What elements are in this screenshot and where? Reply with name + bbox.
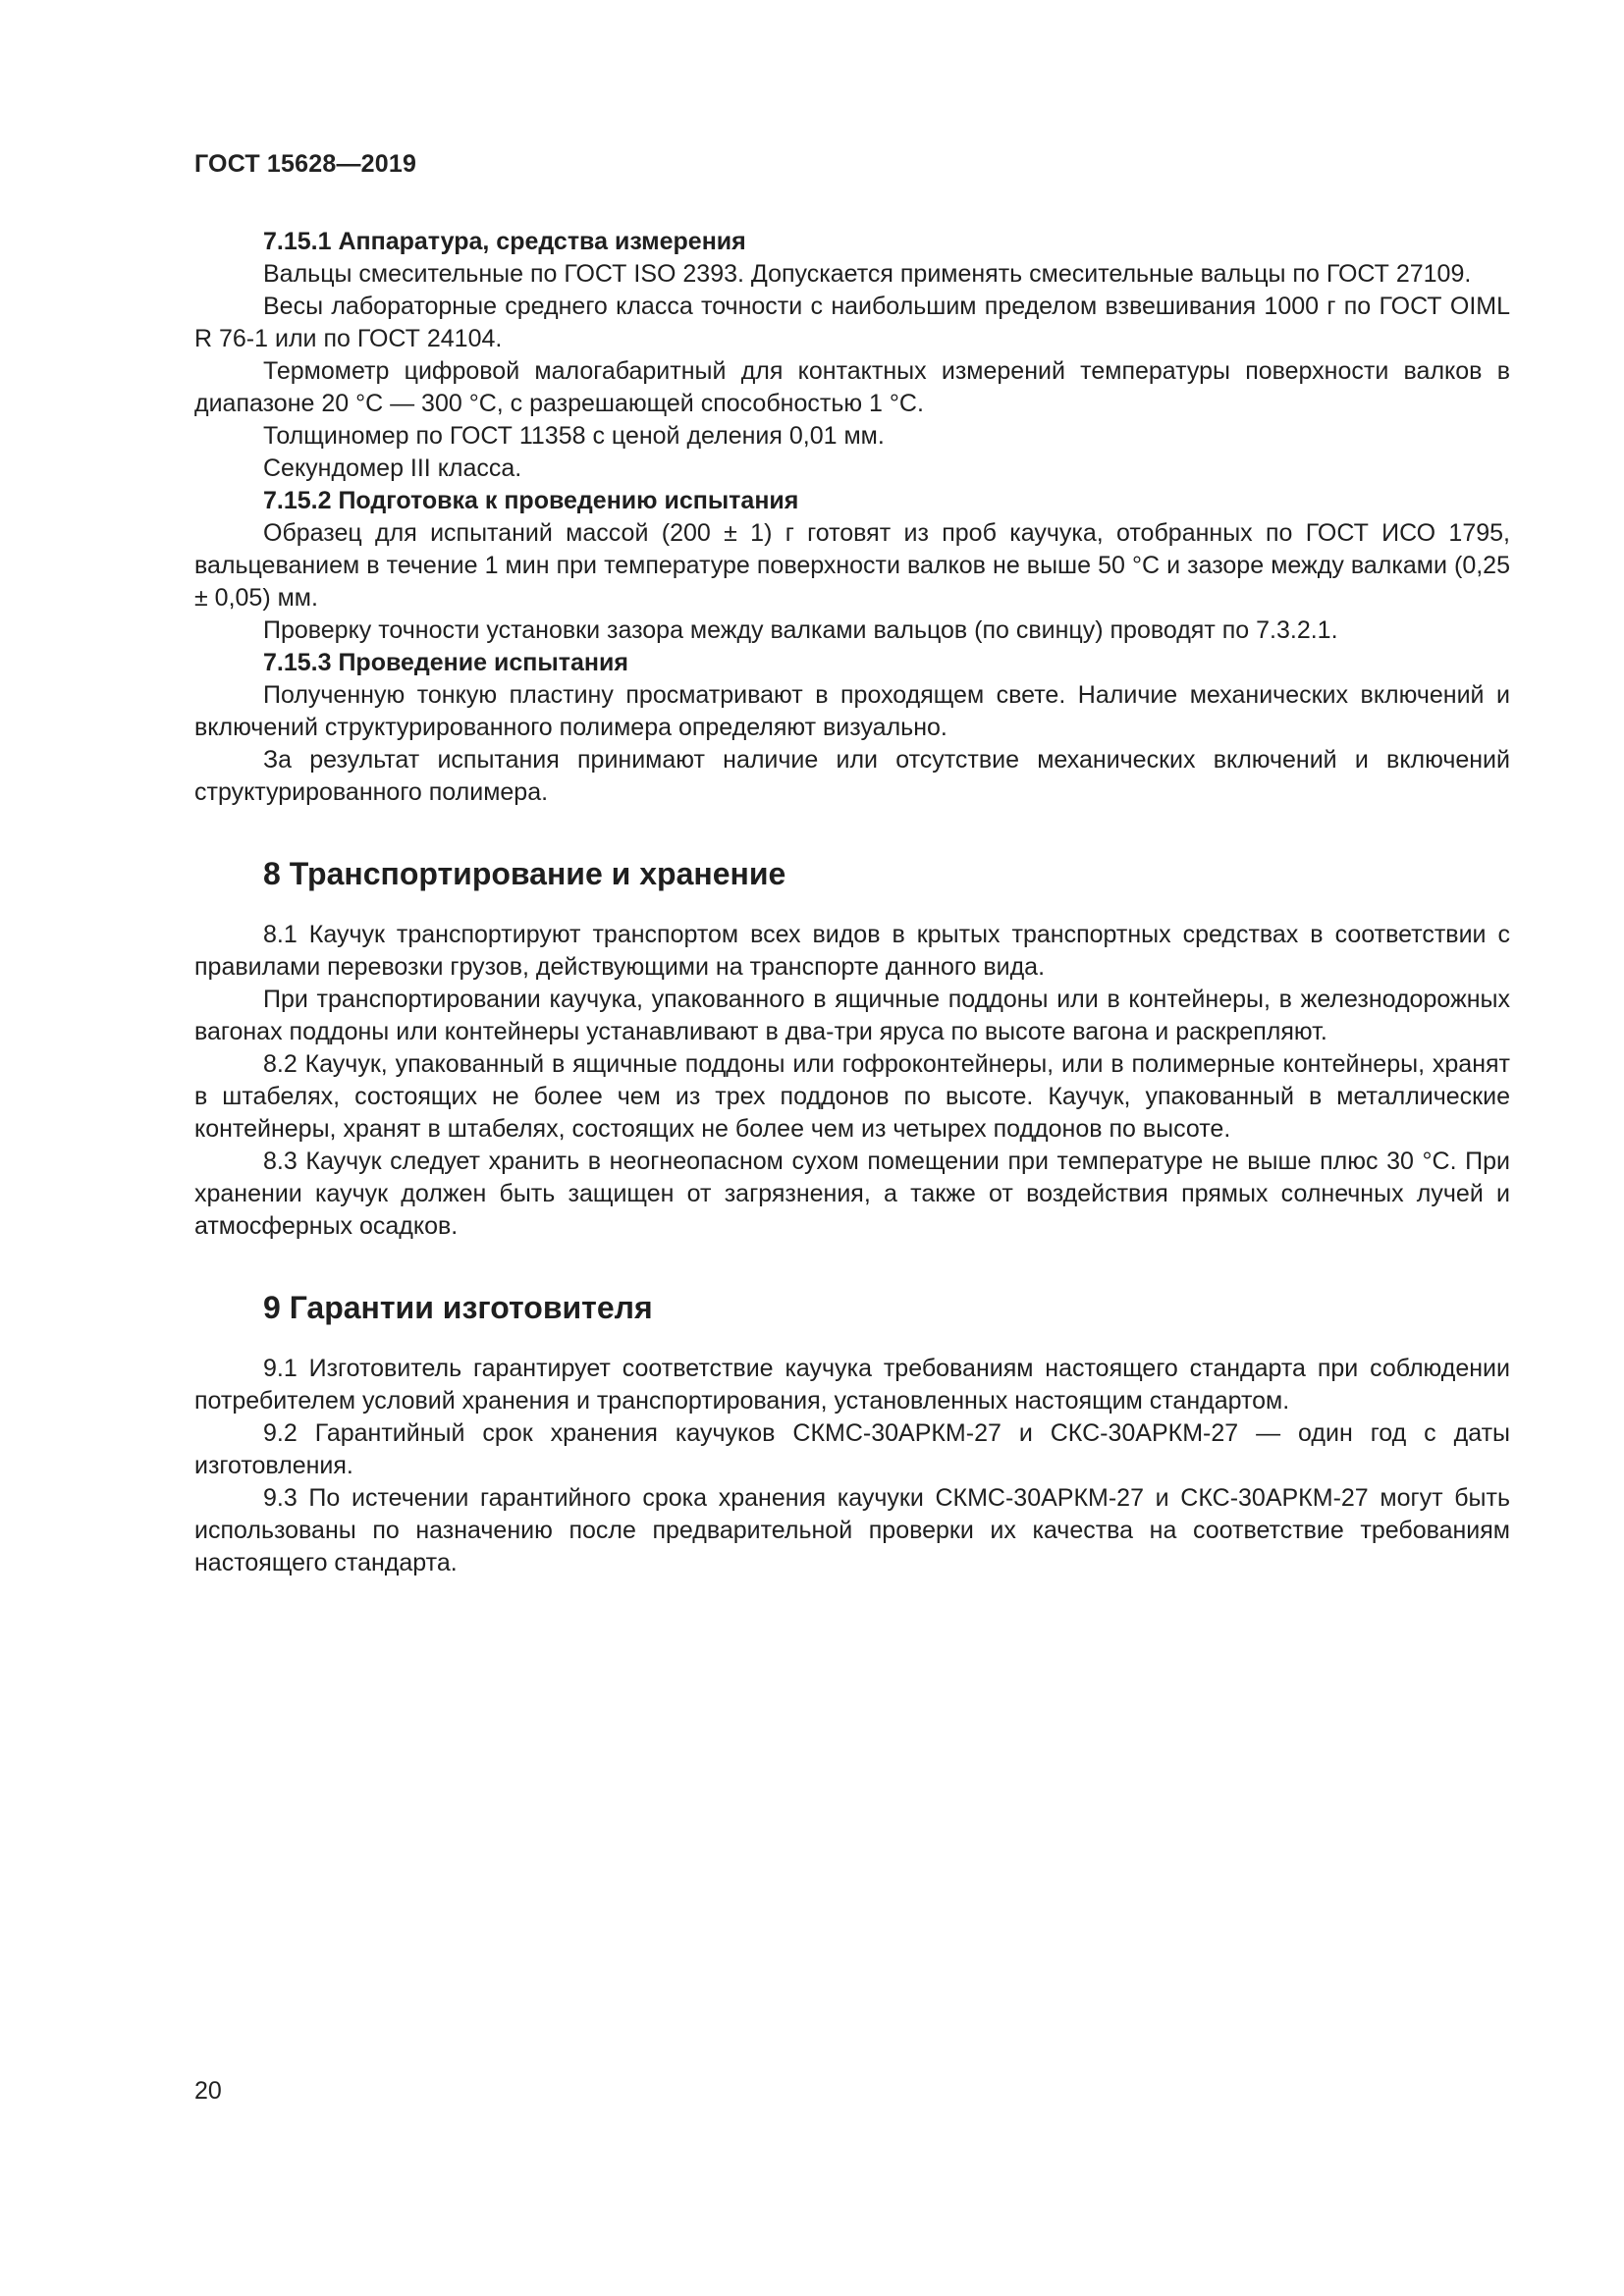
subsection-title-7-15-3: 7.15.3 Проведение испытания: [263, 649, 628, 676]
paragraph: 9.1 Изготовитель гарантирует соответствие каучука требованиям настоящего стандарта при соблюдении потребителем условий хранения и транспортирования, установленных настоящим стандартом.: [194, 1355, 1510, 1415]
paragraph: Толщиномер по ГОСТ 11358 с ценой деления 0,01 мм.: [263, 422, 885, 450]
paragraph: Весы лабораторные среднего класса точности с наибольшим пределом взвешивания 1000 г по ГОСТ OIML R 76-1 или по ГОСТ 24104.: [194, 293, 1510, 352]
paragraph: Полученную тонкую пластину просматривают в проходящем свете. Наличие механических включений и включений структурированного полимера определяют визуально.: [194, 681, 1510, 741]
document-content: [194, 226, 1510, 1579]
paragraph: 8.2 Каучук, упакованный в ящичные поддоны или гофроконтейнеры, или в полимерные контейнеры, хранят в штабелях, состоящих не более чем из трех поддонов по высоте. Каучук, упакованный в металлические контейнеры, хранят в штабелях, состоящих не более чем из четырех поддонов по высоте.: [194, 1050, 1510, 1143]
paragraph: При транспортировании каучука, упакованного в ящичные поддоны или в контейнеры, в железнодорожных вагонах поддоны или контейнеры устанавливают в два-три яруса по высоте вагона и раскрепляют.: [194, 986, 1510, 1045]
subsection-title-7-15-1: 7.15.1 Аппаратура, средства измерения: [263, 228, 746, 255]
page-number: 20: [194, 2077, 222, 2105]
paragraph: Секундомер III класса.: [263, 454, 522, 482]
paragraph: Проверку точности установки зазора между валками вальцов (по свинцу) проводят по 7.3.2.1.: [263, 616, 1338, 644]
subsection-title-7-15-2: 7.15.2 Подготовка к проведению испытания: [263, 487, 799, 514]
paragraph: За результат испытания принимают наличие или отсутствие механических включений и включений структурированного полимера.: [194, 746, 1510, 806]
paragraph: 9.3 По истечении гарантийного срока хранения каучуки СКМС-30АРКМ-27 и СКС-30АРКМ-27 могут быть использованы по назначению после предварительной проверки их качества на соответствие требованиям настоящего стандарта.: [194, 1484, 1510, 1576]
paragraph: Вальцы смесительные по ГОСТ ISO 2393. Допускается применять смесительные вальцы по ГОСТ 27109.: [263, 260, 1472, 288]
paragraph: Термометр цифровой малогабаритный для контактных измерений температуры поверхности валков в диапазоне 20 °С — 300 °С, с разрешающей способностью 1 °С.: [194, 357, 1510, 417]
paragraph: Образец для испытаний массой (200 ± 1) г готовят из проб каучука, отобранных по ГОСТ ИСО 1795, вальцеванием в течение 1 мин при температуре поверхности валков не выше 50 °С и зазоре между валками (0,25 ± 0,05) мм.: [194, 519, 1510, 612]
section-heading-8: 8 Транспортирование и хранение: [263, 856, 786, 891]
paragraph: 9.2 Гарантийный срок хранения каучуков СКМС-30АРКМ-27 и СКС-30АРКМ-27 — один год с даты изготовления.: [194, 1419, 1510, 1479]
section-heading-9: 9 Гарантии изготовителя: [263, 1290, 653, 1325]
paragraph: 8.1 Каучук транспортируют транспортом всех видов в крытых транспортных средствах в соответствии с правилами перевозки грузов, действующими на транспорте данного вида.: [194, 921, 1510, 981]
paragraph: 8.3 Каучук следует хранить в неогнеопасном сухом помещении при температуре не выше плюс 30 °С. При хранении каучук должен быть защищен от загрязнения, а также от воздействия прямых солнечных лучей и атмосферных осадков.: [194, 1148, 1510, 1240]
standard-code-header: ГОСТ 15628—2019: [194, 150, 417, 178]
